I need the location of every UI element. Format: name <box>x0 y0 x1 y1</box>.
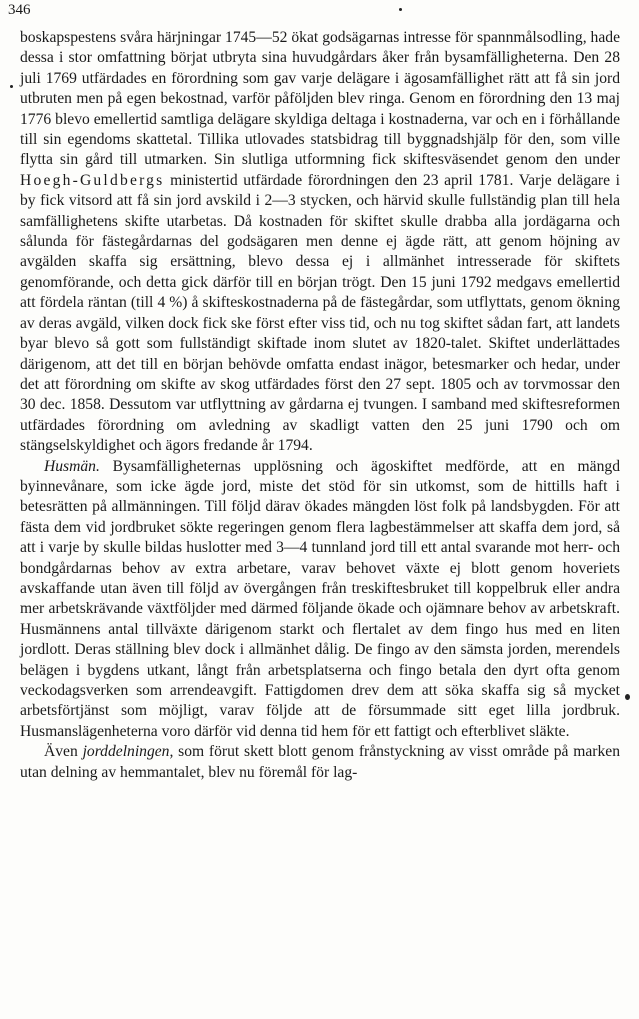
ink-speck <box>399 8 402 11</box>
text-segment: boskapspestens svåra härjningar 1745—52 ökat godsägarnas intresse för spannmålsodling, hade dessa i stor omfattning börjat utbryta sina huvudgårdars åker från bysamfälligheterna. Den 28 juli 1769 utfärdades en förordning som gav varje delägare i ägosamfällighet rätt att få sin jord utbruten men på egen bekostnad, varför påföljden blev ringa. Genom en förordning den 13 maj 1776 blevo emellertid samtliga delägare skyldiga deltaga i kostnaderna, var och en i förhållande till sin egendoms skattetal. Tillika utlovades statsbidrag till byggnadshjälp för den, som ville flytta sin gård till utmarken. Sin slutliga utformning fick skiftesväsendet genom den under <box>20 29 620 169</box>
text-segment: ministertid utfärdade förordningen den 23 april 1781. Varje delägare i by fick vitsord att få sin jord avskild i 2—3 stycken, och härvid skulle fullständig plan till hela samfällighetens skifte utarbetas. Då kostnaden för skiftet skulle drabba alla jordägarna och sålunda för fästegårdarnas del godsägaren men denne ej ägde rätt, att genom höjning av avgälden skaffa sig ersättning, blevo dessa ej i allmänhet intresserade för skiftets genomförande, och detta gick därför till en början trögt. Den 15 juni 1792 medgavs emellertid att fördela räntan (till 4 %) å skifteskostnaderna på de fästegårdar, som utflyttats, genom ökning av deras avgäld, vilken dock fick ske först efter viss tid, och nu tog skiftet sådan fart, att landets byar blevo så gott som fullständigt skiftade inom slutet av 1820-talet. Skiftet underlättades därigenom, att det till en början behövde omfatta endast inägor, betesmarker och hedar, under det att förordning om skifte av skog utfärdades först den 27 sept. 1805 och av torvmossar den 30 dec. 1858. Dessutom var utflyttning av gårdarna ej tvungen. I samband med skiftesreformen utfärdades förordning om avledning av skadligt vatten den 25 juni 1790 och om stängselskyldighet och ägors fredande år 1794. <box>20 171 620 455</box>
page-number: 346 <box>8 2 31 18</box>
emphasis-term: jorddelningen, <box>82 743 174 761</box>
text-segment: Även <box>44 743 83 761</box>
ink-speck <box>625 694 630 700</box>
paragraph-1 <box>20 28 620 457</box>
ink-speck <box>10 85 13 88</box>
text-segment: Bysamfälligheternas upplösning och ägoskiftet medförde, att en mängd byinnevånare, som icke ägde jord, miste det stöd för sin utkomst, som de hittills haft i betesrätten på allmänningen. Till följd därav ökades mängden löst folk på landsbygden. För att fästa dem vid jordbruket sökte regeringen genom flera lagbestämmelser att skaffa dem jord, så att i varje by skulle bildas huslotter med 3—4 tunnland jord till ett antal svarande mot herr- och bondgårdarnas behov av extra arbetare, varav behovet växte ej blott genom hoveriets avskaffande utan även till följd av övergången från treskiftesbruket till koppelbruk eller andra mer arbetskrävande växtföljder med därmed följande ökade och ojämnare behov av arbetskraft. Husmännens antal tillväxte därigenom starkt och flertalet av dem fingo hus med en liten jordlott. Deras ställning blev dock i allmänhet dålig. De fingo av den sämsta jorden, merendels belägen i bygdens utkant, långt från arbetsplatserna och fingo betala den dyrt ofta genom veckodagsverken som arrendeavgift. Fattigdomen drev dem att söka skaffa sig så mycket arbetsförtjänst som möjligt, varav följde att de försummade sitt eget lilla jordbruk. Husmanslägenheterna voro därför vid denna tid hem för ett fattigt och efterblivet släkte. <box>20 457 620 740</box>
paragraph-2 <box>20 457 620 743</box>
paragraph-3 <box>20 742 620 783</box>
body-text <box>20 28 620 783</box>
section-heading-inline: Husmän. <box>44 457 100 475</box>
text-segment: som förut skett blott genom frånstyckning av visst område på marken utan delning av hemmantalet, blev nu föremål för lag- <box>20 743 620 781</box>
spaced-name: Hoegh-Guldbergs <box>20 171 165 189</box>
